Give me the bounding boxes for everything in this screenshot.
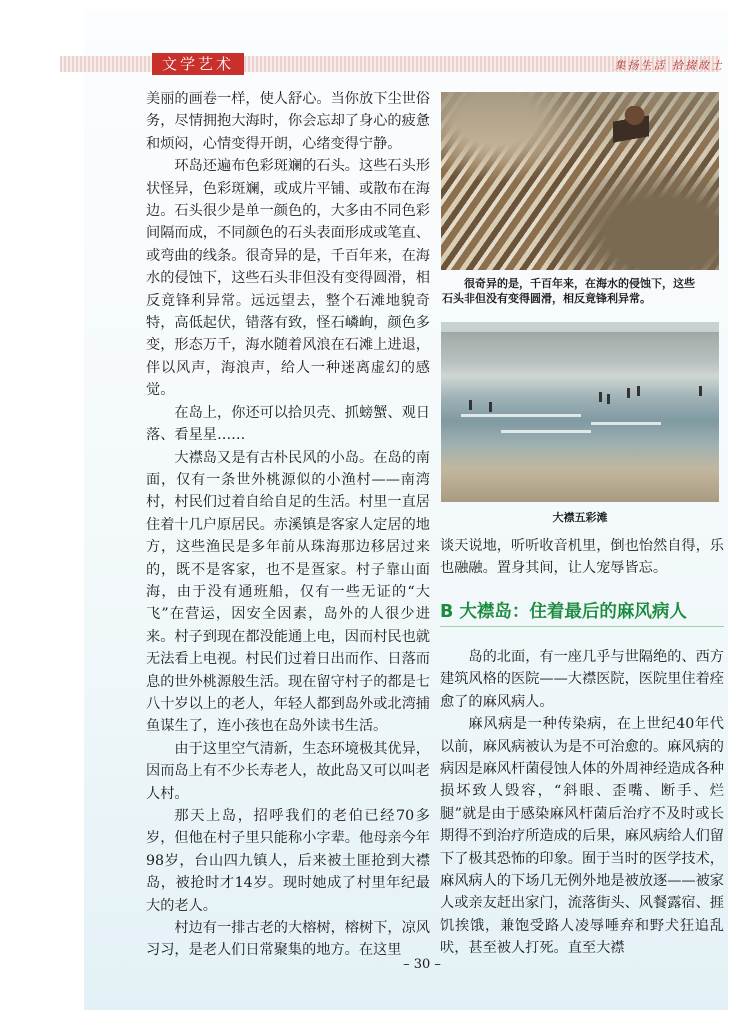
photo-person-figure [599,392,602,402]
photo-person-figure [627,388,630,398]
paragraph: 大襟岛又是有古朴民风的小岛。在岛的南面，仅有一条世外桃源似的小渔村——南湾村，村民们过着自给自足的生活。村里一直居住着十几户原居民。赤溪镇是客家人定居的地方，这些渔民是多年前从珠海那边移居过来的，既不是客家，也不是疍家。村子靠山面海，由于没有通班船，仅有一些无证的“大飞”在营运，因安全因素，岛外的人很少进来。村子到现在都没能通上电，因而村民也就无法看上电视。村民们过着日出而作、日落而息的世外桃源般生活。现在留守村子的都是七八十岁以上的老人，年轻人都到岛外或北湾捕鱼谋生了，连小孩也在岛外读书生活。 [146,449,430,735]
photo-hill [441,332,719,362]
photo-wave-foam [591,422,661,425]
photo-person-figure [613,106,649,152]
photo-person-figure [699,386,702,396]
photo-person-figure [469,400,472,410]
photo-person-figure [637,386,640,396]
rocks-photo-caption [442,276,722,306]
left-column [146,88,430,962]
paragraph: 在岛上，你还可以拾贝壳、抓螃蟹、观日落、看星星…… [146,404,430,444]
paragraph: 美丽的画卷一样，使人舒心。当你放下尘世俗务，尽情拥抱大海时，你会忘却了身心的疲惫和烦闷，心情变得开朗，心绪变得宁静。 [146,91,430,152]
right-column-body [440,646,724,960]
rocks-photo [441,92,719,270]
paragraph: 谈天说地，听听收音机里，倒也怡然自得，乐也融融。置身其间，让人宠辱皆忘。 [440,538,724,577]
paragraph: 环岛还遍布色彩斑斓的石头。这些石头形状怪异，色彩斑斓，或成片平铺、或散布在海边。石头很少是单一颜色的，大多由不同色彩间隔而成，不同颜色的石头表面形成或笔直、或弯曲的线条。很奇异的是，千百年来，在海水的侵蚀下，这些石头非但没有变得圆滑，相反竟锋利异常。远远望去，整个石滩地貌奇特，高低起伏，错落有致，怪石嶙峋，颜色多变，形态万千，海水随着风浪在石滩上进退，伴以风声，海浪声，给人一种迷离虚幻的感觉。 [146,158,430,399]
section-heading: B 大襟岛：住着最后的麻风病人 [440,598,724,627]
paragraph: 由于这里空气清新，生态环境极其优异，因而岛上有不少长寿老人，故此岛又可以叫老人村。 [146,740,430,802]
photo-wave-foam [501,430,591,433]
photo-person-figure [607,394,610,404]
photo-person-figure [489,402,492,412]
section-tag: 文学艺术 [152,53,244,75]
paragraph: 岛的北面，有一座几乎与世隔绝的、西方建筑风格的医院——大襟医院，医院里住着痊愈了的麻风病人。 [440,649,724,710]
page-number: – 30 – [403,957,441,972]
paragraph: 村边有一排古老的大榕树，榕树下，凉风习习，是老人们日常聚集的地方。在这里 [146,920,430,959]
caption-line: 很奇异的是，千百年来，在海水的侵蚀下，这些 [464,277,695,290]
paragraph: 那天上岛，招呼我们的老伯已经70多岁，但他在村子里只能称小字辈。他母亲今年98岁，台山四九镇人，后来被土匪抢到大襟岛，被抢时才14岁。现时她成了村里年纪最大的老人。 [146,808,430,914]
beach-photo-caption: 大襟五彩滩 [552,511,608,524]
photo-sea-area [441,92,719,163]
paragraph: 麻风病是一种传染病，在上世纪40年代以前，麻风病被认为是不可治愈的。麻风病的病因是麻风杆菌侵蚀人体的外周神经造成各种损坏致人毁容，“斜眼、歪嘴、断手、烂腿”就是由于感染麻风杆菌后治疗不及时或长期得不到治疗所造成的后果，麻风病给人们留下了极其恐怖的印象。囿于当时的医学技术，麻风病人的下场几无例外地是被放逐——被家人或亲友赶出家门，流落街头、风餐露宿、捱饥挨饿，兼饱受路人凌辱唾弃和野犬狂追乱吠，甚至被人打死。直至大襟 [440,716,724,957]
right-column-top [440,535,724,580]
photo-wave-foam [461,414,581,417]
beach-photo [441,322,719,502]
caption-line: 石头非但没有变得圆滑，相反竟锋利异常。 [442,292,651,305]
header-slogan: 集扬生活 拾掇故土 [614,59,724,72]
